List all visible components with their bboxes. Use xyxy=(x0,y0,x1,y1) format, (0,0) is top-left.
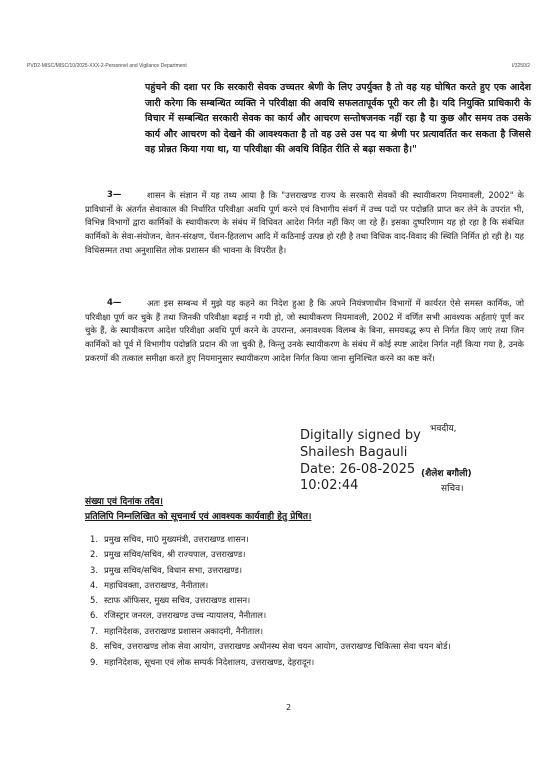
signature-line-3: Date: 26-08-2025 xyxy=(300,461,416,477)
recipient-text: स्टाफ ऑफिसर, मुख्य सचिव, उत्तराखण्ड शासन। xyxy=(104,595,251,606)
recipient-number: 4. xyxy=(90,579,98,590)
recipient-text: महानिदेशक, उत्तराखण्ड प्रशासन अकादमी, नैनीताल। xyxy=(104,625,264,636)
recipient-item xyxy=(90,639,524,653)
recipient-text: प्रमुख सचिव, मा0 मुख्यमंत्री, उत्तराखण्ड शासन। xyxy=(104,534,249,544)
paragraph-3-number: 3— xyxy=(107,190,122,200)
recipient-number: 6. xyxy=(90,610,98,621)
recipient-number: 1. xyxy=(90,534,98,544)
recipient-item xyxy=(90,593,524,608)
recipient-text: महानिदेशक, सूचना एवं लोक सम्पर्क निदेशालय, उत्तराखण्ड, देहरादून। xyxy=(104,657,315,668)
recipient-number: 5. xyxy=(90,595,98,606)
recipient-text: प्रमुख सचिव/सचिव, विधान सभा, उत्तराखण्ड। xyxy=(104,564,242,575)
recipient-item xyxy=(90,578,524,593)
recipient-item xyxy=(90,547,524,562)
signatory-name: (शैलेश बगौली) xyxy=(421,469,472,479)
recipient-item xyxy=(90,624,524,639)
signature-line-1: Digitally signed by xyxy=(300,428,421,443)
recipient-text: प्रमुख सचिव/सचिव, श्री राज्यपाल, उत्तराखण्ड। xyxy=(104,549,246,560)
paragraph-4-number: 4— xyxy=(107,298,122,308)
paragraph-3: शासन के संज्ञान में यह तथ्य आया है कि "उत्तराखण्ड राज्य के सरकारी सेवकों की स्थायीकरण नियमावली, 2002" के प्राविधानों के अंतर्गत सेवाकाल की निर्धारित परिवीक्षा अवधि पूर्ण करने एवं विभागीय संवर्ग में उच्च पदों पर पदोन्नति प्राप्त कर लेने के उपरांत भी, विभिन्न विभागों द्वारा कार्मिकों के स्थायीकरण के संबंध में विधिवत आदेश निर्गत नहीं किए जा रहे हैं। इसका दुष्परिणाम यह हो रहा है कि संबंधित कार्मिकों के सेवा-संयोजन, वेतन-संरक्षण, पेंशन-हितलाभ आदि में कठिनाई उत्पन्न हो रही है तथा विधिक वाद-विवाद की स्थिति निर्मित हो रही है। यह विधिसम्मत तथा अनुशासित लोक प्रशासन की भावना के विपरीत है। xyxy=(85,190,524,255)
recipient-number: 3. xyxy=(90,564,98,575)
reference-line: संख्या एवं दिनांक तदैव। xyxy=(85,497,163,507)
closing-salutation: भवदीय, xyxy=(430,424,457,434)
recipient-number: 9. xyxy=(90,657,98,668)
recipient-number: 8. xyxy=(90,641,98,652)
recipient-item xyxy=(90,608,524,623)
recipient-number: 7. xyxy=(90,625,98,636)
recipient-number: 2. xyxy=(90,549,98,560)
recipient-text: महाधिवक्ता, उत्तराखण्ड, नैनीताल। xyxy=(104,579,209,590)
file-number-header: I/3250/2 xyxy=(511,63,530,69)
recipient-text: सचिव, उत्तराखण्ड लोक सेवा आयोग, उत्तराखण्ड अधीनस्थ सेवा चयन आयोग, उत्तराखण्ड चिकित्सा सेवा चयन बोर्ड। xyxy=(104,641,451,652)
copy-to-heading: प्रतिलिपि निम्नलिखित को सूचनार्थ एवं आवश्यक कार्यवाही हेतु प्रेषित। xyxy=(85,512,312,522)
recipient-list xyxy=(90,532,524,670)
file-reference-header: PVD2-MISC/MISC/10/2025-XXX-2-Personnel and Vigilance Department xyxy=(27,63,187,69)
signature-line-2: Shailesh Bagauli xyxy=(300,444,408,460)
recipient-item xyxy=(90,655,524,670)
page-number: 2 xyxy=(286,703,292,712)
recipient-item xyxy=(90,563,524,578)
recipient-item xyxy=(90,532,524,547)
recipient-text: रजिस्ट्रार जनरल, उत्तराखण्ड उच्च न्यायालय, नैनीताल। xyxy=(104,610,267,621)
quoted-rule-text: पहुंचने की दशा पर कि सरकारी सेवक उच्चतर श्रेणी के लिए उपर्युक्त है तो वह यह घोषित करते हुए एक आदेश जारी करेगा कि सम्बन्धित व्यक्ति ने परिवीक्षा की अवधि सफलतापूर्वक पूरी कर ली है। यदि नियुक्ति प्राधिकारी के विचार में सम्बन्धित सरकारी सेवक का कार्य और आचरण सन्तोषजनक नहीं रहा है या कुछ और समय तक उसके कार्य और आचरण को देखने की आवश्यकता है तो वह उसे उस पद या श्रेणी पर प्रत्यावर्तित कर सकता है जिससे वह प्रोन्नत किया गया था, या परिवीक्षा की अवधि विहित रीति से बढ़ा सकता है।" xyxy=(145,82,531,156)
paragraph-4: अतः इस सम्बन्ध में मुझे यह कहने का निदेश हुआ है कि अपने नियंत्रणाधीन विभागों में कार्यरत ऐसे समस्त कार्मिक, जो परिवीक्षा पूर्ण कर चुके हैं तथा जिनकी परिवीक्षा बढ़ाई न गयी हो, जो स्थायीकरण नियमावली, 2002 में वर्णित सभी आवश्यक अर्हताएं पूर्ण कर चुके हैं, के स्थायीकरण आदेश परिवीक्षा अवधि पूर्ण करने के उपरान्त, अनावश्यक विलम्ब के बिना, समयबद्ध रूप से निर्गत किए जाएं तथा जिन कार्मिकों को पूर्व में विभागीय पदोन्नति प्रदान की जा चुकी है, किन्तु उनके स्थायीकरण के संबंध में कोई स्पष्ट आदेश निर्गत नहीं किया गया है, उनके प्रकरणों की तत्काल समीक्षा करते हुए नियमानुसार स्थायीकरण आदेश निर्गत किया जाना सुनिश्चित करने का कष्ट करें। xyxy=(85,298,524,363)
signatory-title: सचिव। xyxy=(441,484,464,494)
digital-signature-block xyxy=(300,428,421,495)
signature-line-4: 10:02:44 xyxy=(300,478,359,494)
